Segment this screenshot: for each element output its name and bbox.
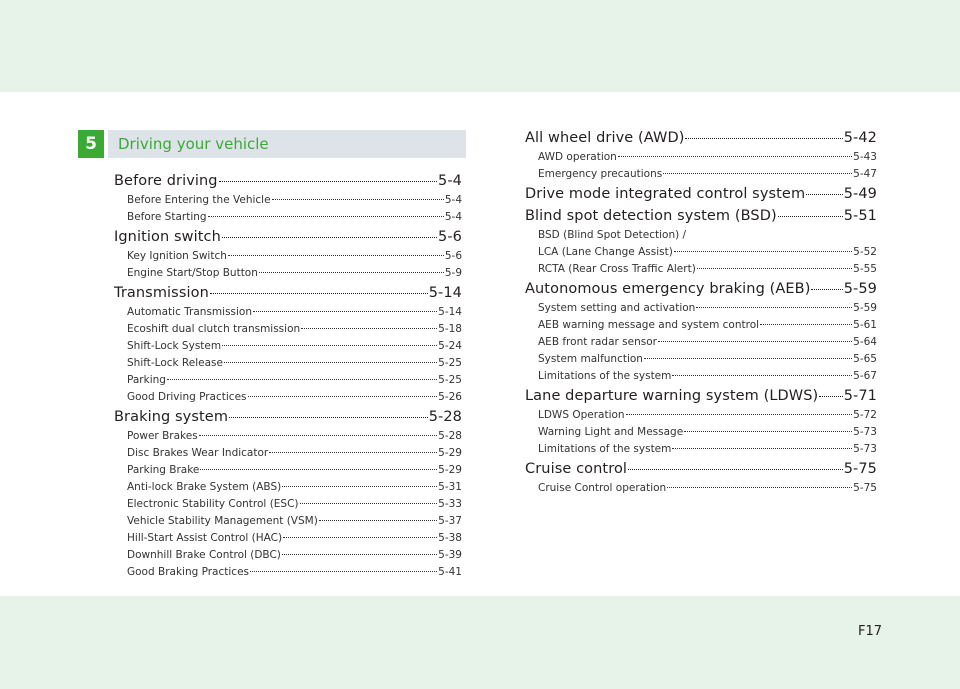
toc-entry-page: 5-6 [444, 250, 462, 262]
dot-leader [658, 341, 852, 342]
toc-entry-title: AEB front radar sensor [538, 336, 657, 348]
dot-leader [696, 307, 852, 308]
dot-leader [811, 289, 842, 290]
dot-leader [667, 487, 852, 488]
toc-entry-title: Good Braking Practices [127, 566, 250, 578]
toc-entry-title: AWD operation [538, 151, 617, 163]
toc-subsection-entry[interactable] [114, 304, 462, 321]
dot-leader [219, 181, 437, 182]
dot-leader [229, 417, 428, 418]
dot-leader [806, 194, 843, 195]
toc-entry-page: 5-26 [438, 391, 462, 403]
toc-entry-page: 5-75 [853, 482, 877, 494]
toc-section-entry[interactable] [525, 458, 877, 480]
toc-subsection-entry[interactable] [525, 441, 877, 458]
toc-entry-page: 5-4 [444, 211, 462, 223]
toc-subsection-entry[interactable] [114, 321, 462, 338]
dot-leader [200, 469, 437, 470]
toc-entry-title: LDWS Operation [538, 409, 625, 421]
toc-entry-title: System malfunction [538, 353, 643, 365]
top-band [0, 0, 960, 92]
toc-entry-page: 5-29 [438, 447, 462, 459]
dot-leader [672, 448, 852, 449]
toc-subsection-entry[interactable] [114, 479, 462, 496]
dot-leader [222, 345, 437, 346]
dot-leader [644, 358, 852, 359]
dot-leader [626, 414, 853, 415]
toc-left-column [114, 170, 462, 581]
dot-leader [301, 328, 437, 329]
toc-subsection-entry[interactable] [114, 338, 462, 355]
dot-leader [697, 268, 852, 269]
toc-subsection-entry[interactable] [114, 547, 462, 564]
bottom-band [0, 596, 960, 689]
dot-leader [208, 216, 444, 217]
toc-subsection-entry[interactable] [525, 317, 877, 334]
toc-entry-page: 5-24 [438, 340, 462, 352]
toc-entry-page: 5-18 [438, 323, 462, 335]
toc-right-column [525, 127, 877, 497]
toc-subsection-entry[interactable] [525, 424, 877, 441]
toc-entry-page: 5-4 [438, 173, 462, 189]
dot-leader [674, 251, 852, 252]
dot-leader [760, 324, 852, 325]
toc-entry-title: Parking Brake [127, 464, 200, 476]
toc-subsection-entry[interactable] [114, 248, 462, 265]
toc-entry-title: RCTA (Rear Cross Traffic Alert) [538, 263, 696, 275]
toc-subsection-entry[interactable] [114, 428, 462, 445]
toc-entry-page: 5-33 [438, 498, 462, 510]
toc-entry-page: 5-47 [853, 168, 877, 180]
toc-section-entry[interactable] [114, 282, 462, 304]
toc-subsection-entry[interactable] [114, 564, 462, 581]
toc-subsection-entry[interactable] [525, 480, 877, 497]
toc-section-entry[interactable] [114, 170, 462, 192]
toc-entry-page: 5-29 [438, 464, 462, 476]
toc-entry-title: Disc Brakes Wear Indicator [127, 447, 269, 459]
toc-subsection-entry[interactable] [114, 265, 462, 282]
toc-entry-page: 5-31 [438, 481, 462, 493]
toc-entry-page: 5-39 [438, 549, 462, 561]
dot-leader [282, 486, 437, 487]
toc-entry-title: Parking [127, 374, 166, 386]
chapter-header [78, 130, 466, 158]
toc-subsection-entry[interactable] [525, 334, 877, 351]
dot-leader [672, 375, 852, 376]
dot-leader [618, 156, 852, 157]
toc-entry-title: Lane departure warning system (LDWS) [525, 388, 819, 404]
chapter-number: 5 [78, 130, 104, 158]
toc-entry-page: 5-43 [853, 151, 877, 163]
toc-entry-title: Braking system [114, 409, 229, 425]
toc-subsection-entry[interactable] [114, 209, 462, 226]
toc-entry-title: Shift-Lock System [127, 340, 222, 352]
toc-entry-title: Warning Light and Message [538, 426, 684, 438]
toc-entry-title: Downhill Brake Control (DBC) [127, 549, 281, 561]
dot-leader [167, 379, 437, 380]
toc-subsection-entry[interactable] [114, 445, 462, 462]
toc-entry-title: Anti-lock Brake System (ABS) [127, 481, 282, 493]
dot-leader [684, 431, 852, 432]
toc-entry-page: 5-71 [843, 388, 877, 404]
toc-entry-title: Ecoshift dual clutch transmission [127, 323, 301, 335]
dot-leader [222, 237, 437, 238]
toc-entry-title: Vehicle Stability Management (VSM) [127, 515, 318, 527]
toc-entry-title: Limitations of the system [538, 370, 672, 382]
toc-entry-title: Automatic Transmission [127, 306, 253, 318]
dot-leader [300, 503, 438, 504]
toc-subsection-entry[interactable] [114, 496, 462, 513]
toc-entry-title: Blind spot detection system (BSD) [525, 208, 777, 224]
dot-leader [248, 396, 438, 397]
dot-leader [253, 311, 437, 312]
toc-subsection-entry[interactable] [114, 372, 462, 389]
toc-entry-page: 5-49 [843, 186, 877, 202]
page-number: F17 [857, 624, 882, 639]
dot-leader [224, 362, 437, 363]
toc-subsection-entry[interactable] [525, 227, 877, 244]
dot-leader [259, 272, 444, 273]
toc-entry-title: Shift-Lock Release [127, 357, 223, 369]
toc-entry-title: Emergency precautions [538, 168, 663, 180]
toc-entry-page: 5-25 [438, 357, 462, 369]
toc-subsection-entry[interactable] [525, 300, 877, 317]
toc-entry-page: 5-51 [843, 208, 877, 224]
toc-subsection-entry[interactable] [114, 389, 462, 406]
toc-entry-page: 5-28 [438, 430, 462, 442]
toc-entry-page: 5-52 [853, 246, 877, 258]
toc-entry-title: System setting and activation [538, 302, 696, 314]
toc-entry-page: 5-64 [853, 336, 877, 348]
toc-entry-page: 5-9 [444, 267, 462, 279]
toc-entry-title: Autonomous emergency braking (AEB) [525, 281, 811, 297]
toc-entry-page: 5-28 [428, 409, 462, 425]
dot-leader [199, 435, 437, 436]
toc-entry-page: 5-55 [853, 263, 877, 275]
dot-leader [250, 571, 437, 572]
toc-subsection-entry[interactable] [114, 355, 462, 372]
dot-leader [778, 216, 843, 217]
toc-subsection-entry[interactable] [525, 368, 877, 385]
toc-entry-title: Drive mode integrated control system [525, 186, 806, 202]
toc-entry-title: AEB warning message and system control [538, 319, 760, 331]
toc-entry-page: 5-67 [853, 370, 877, 382]
toc-entry-page: 5-61 [853, 319, 877, 331]
toc-entry-title: Electronic Stability Control (ESC) [127, 498, 299, 510]
toc-entry-page: 5-72 [853, 409, 877, 421]
toc-entry-page: 5-38 [438, 532, 462, 544]
toc-entry-title: Before Entering the Vehicle [127, 194, 271, 206]
toc-subsection-entry[interactable] [114, 462, 462, 479]
toc-entry-page: 5-25 [438, 374, 462, 386]
toc-entry-title: Hill-Start Assist Control (HAC) [127, 532, 283, 544]
toc-subsection-entry[interactable] [525, 407, 877, 424]
toc-entry-title: LCA (Lane Change Assist) [538, 246, 673, 258]
toc-section-entry[interactable] [114, 226, 462, 248]
toc-section-entry[interactable] [525, 385, 877, 407]
toc-section-entry[interactable] [114, 406, 462, 428]
toc-entry-title: Good Driving Practices [127, 391, 247, 403]
toc-entry-title: Engine Start/Stop Button [127, 267, 258, 279]
toc-entry-page: 5-42 [843, 130, 877, 146]
toc-subsection-entry[interactable] [525, 149, 877, 166]
dot-leader [282, 554, 437, 555]
toc-entry-title: Ignition switch [114, 229, 221, 245]
toc-entry-title: Transmission [114, 285, 209, 301]
toc-entry-title: Key Ignition Switch [127, 250, 227, 262]
toc-subsection-entry[interactable] [525, 261, 877, 278]
toc-entry-page: 5-6 [438, 229, 462, 245]
toc-subsection-entry[interactable] [114, 192, 462, 209]
toc-entry-title: Power Brakes [127, 430, 198, 442]
toc-entry-page: 5-4 [444, 194, 462, 206]
dot-leader [319, 520, 437, 521]
toc-entry-title: Limitations of the system [538, 443, 672, 455]
toc-entry-title: Cruise control [525, 461, 628, 477]
dot-leader [819, 396, 842, 397]
toc-section-entry[interactable] [525, 278, 877, 300]
toc-entry-page: 5-14 [428, 285, 462, 301]
dot-leader [269, 452, 437, 453]
toc-subsection-entry[interactable] [114, 530, 462, 547]
toc-entry-page: 5-14 [438, 306, 462, 318]
dot-leader [283, 537, 437, 538]
dot-leader [663, 173, 852, 174]
dot-leader [685, 138, 842, 139]
toc-subsection-entry[interactable] [525, 351, 877, 368]
toc-entry-title: All wheel drive (AWD) [525, 130, 685, 146]
toc-entry-page: 5-59 [843, 281, 877, 297]
toc-entry-page: 5-37 [438, 515, 462, 527]
chapter-title: Driving your vehicle [108, 130, 466, 158]
toc-section-entry[interactable] [525, 205, 877, 227]
toc-subsection-entry[interactable] [525, 244, 877, 261]
toc-subsection-entry[interactable] [525, 166, 877, 183]
toc-subsection-entry[interactable] [114, 513, 462, 530]
dot-leader [272, 199, 444, 200]
toc-entry-title: Before driving [114, 173, 218, 189]
toc-entry-page: 5-41 [438, 566, 462, 578]
toc-entry-page: 5-75 [843, 461, 877, 477]
dot-leader [228, 255, 444, 256]
toc-entry-title: Cruise Control operation [538, 482, 667, 494]
toc-section-entry[interactable] [525, 127, 877, 149]
dot-leader [628, 469, 843, 470]
toc-entry-page: 5-73 [853, 426, 877, 438]
toc-section-entry[interactable] [525, 183, 877, 205]
toc-entry-title: BSD (Blind Spot Detection) / [538, 229, 687, 241]
toc-entry-page: 5-73 [853, 443, 877, 455]
toc-entry-page: 5-59 [853, 302, 877, 314]
toc-entry-page: 5-65 [853, 353, 877, 365]
toc-entry-title: Before Starting [127, 211, 207, 223]
dot-leader [210, 293, 428, 294]
